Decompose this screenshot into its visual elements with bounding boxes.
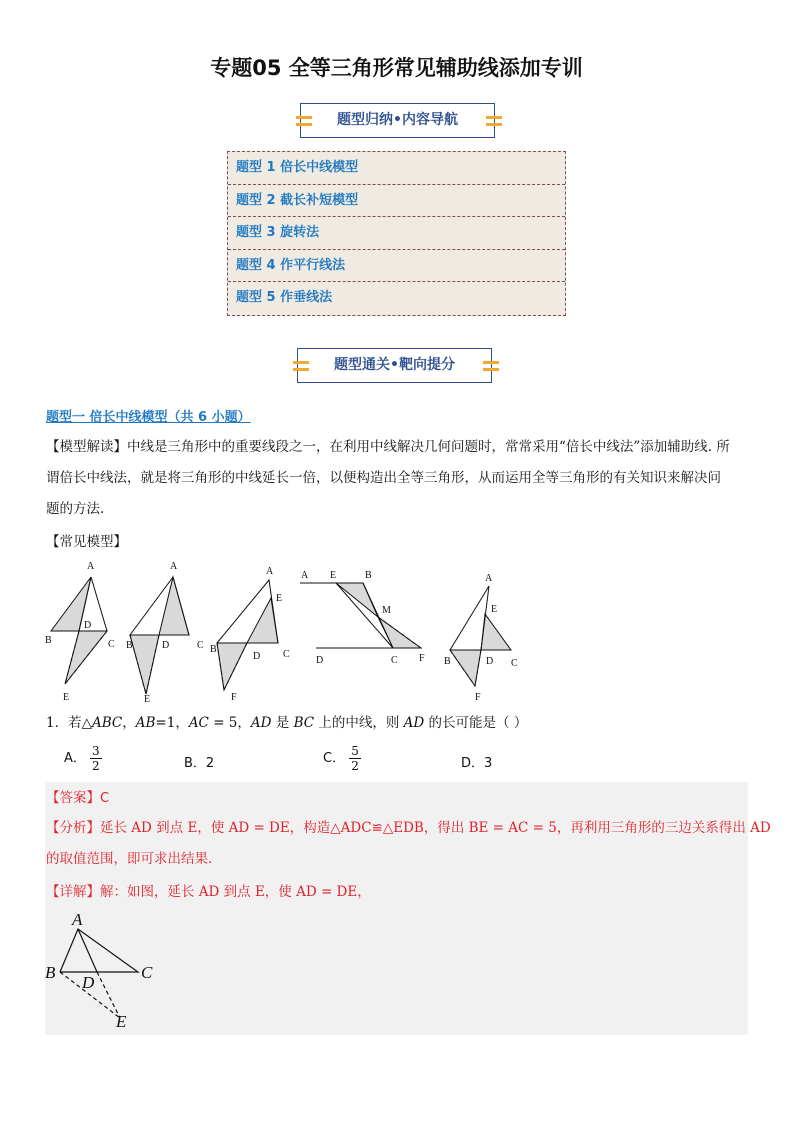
option-label: A．	[64, 751, 86, 766]
model-intro-line2: 谓倍长中线法，就是将三角形的中线延长一倍，以便构造出全等三角形，从而运用全等三角形的有关知识来解决问	[46, 470, 721, 486]
q-text: 是	[271, 715, 294, 731]
option-value: 3	[484, 756, 493, 771]
svg-text:B: B	[444, 656, 451, 667]
svg-text:F: F	[475, 692, 481, 703]
nav-item-4[interactable]: 题型 4 作平行线法	[228, 250, 565, 283]
q-text: ，	[122, 715, 136, 731]
svg-text:C: C	[511, 658, 518, 669]
nav-item-1[interactable]: 题型 1 倍长中线模型	[228, 152, 565, 185]
q-text: 上的中线，则	[314, 715, 404, 731]
svg-text:E: E	[330, 570, 337, 581]
svg-text:E: E	[63, 692, 70, 703]
q-text: 的长可能是（ ）	[424, 715, 528, 731]
option-label: C．	[323, 751, 346, 766]
detail-label: 【详解】	[46, 884, 100, 900]
nav-item-2[interactable]: 题型 2 截长补短模型	[228, 185, 565, 218]
svg-text:E: E	[116, 1012, 127, 1031]
banner-label: 题型归纳•内容导航	[337, 112, 458, 128]
q-math: = 5	[208, 715, 238, 731]
svg-text:D: D	[253, 651, 261, 662]
analysis-line2: 的取值范围，即可求出结果.	[46, 851, 213, 867]
svg-text:B: B	[365, 570, 372, 581]
q-math: ABC	[91, 715, 123, 731]
q-math: BC	[293, 715, 315, 731]
denominator: 2	[351, 759, 359, 773]
svg-text:D: D	[316, 655, 324, 666]
nav-item-3[interactable]: 题型 3 旋转法	[228, 217, 565, 250]
svg-text:A: A	[87, 561, 95, 572]
svg-text:E: E	[144, 694, 151, 705]
svg-text:C: C	[108, 639, 115, 650]
analysis-text: 延长 AD 到点 E，使 AD = DE，构造△ADC≌△EDB，得出 BE = AC = 5，再利用三角形的三边关系得出 AD	[100, 820, 771, 836]
page-title: 专题05 全等三角形常见辅助线添加专训	[210, 56, 583, 80]
svg-text:C: C	[197, 640, 204, 651]
question-number: 1．	[46, 715, 69, 731]
svg-text:B: B	[45, 635, 52, 646]
svg-text:D: D	[84, 620, 92, 631]
svg-text:B: B	[45, 963, 56, 982]
svg-text:E: E	[276, 593, 283, 604]
q-math: =1	[155, 715, 176, 731]
section-heading[interactable]: 题型一 倍长中线模型（共 6 小题）	[46, 410, 251, 425]
svg-text:A: A	[266, 566, 274, 577]
q-math: AD	[403, 715, 425, 731]
model-intro-label: 【模型解读】	[46, 439, 127, 455]
svg-text:F: F	[419, 653, 425, 664]
svg-text:A: A	[485, 573, 493, 584]
svg-text:E: E	[491, 604, 498, 615]
svg-text:C: C	[141, 963, 153, 982]
svg-text:B: B	[126, 640, 133, 651]
model-intro-text: 中线是三角形中的重要线段之一，在利用中线解决几何问题时，常常采用“倍长中线法”添加辅助线. 所	[127, 439, 730, 455]
svg-text:F: F	[231, 692, 237, 703]
model-intro-line3: 题的方法.	[46, 501, 105, 517]
q-math: AD	[250, 715, 272, 731]
answer-label: 【答案】	[46, 790, 100, 806]
svg-text:C: C	[391, 655, 398, 666]
banner-label: 题型通关•靶向提分	[334, 357, 455, 373]
svg-text:M: M	[382, 605, 391, 616]
denominator: 2	[92, 759, 100, 773]
q-text: ，	[237, 715, 251, 731]
svg-text:A: A	[301, 570, 309, 581]
q-math: AC	[188, 715, 209, 731]
svg-text:B: B	[210, 644, 217, 655]
q-text: 若△	[68, 715, 92, 731]
svg-text:C: C	[283, 649, 290, 660]
analysis-label: 【分析】	[46, 820, 100, 836]
svg-text:A: A	[170, 561, 178, 572]
numerator: 5	[351, 744, 359, 758]
answer-value: C	[100, 791, 110, 806]
svg-text:D: D	[162, 640, 170, 651]
common-models-label: 【常见模型】	[46, 534, 127, 550]
svg-text:A: A	[72, 910, 83, 929]
option-label: B．	[184, 756, 206, 771]
q-text: ，	[175, 715, 189, 731]
detail-text: 解：如图，延长 AD 到点 E，使 AD = DE，	[100, 884, 371, 900]
nav-item-5[interactable]: 题型 5 作垂线法	[236, 290, 333, 305]
svg-text:D: D	[486, 656, 494, 667]
option-value: 2	[205, 756, 215, 771]
numerator: 3	[92, 744, 100, 758]
q-math: AB	[135, 715, 156, 731]
svg-text:D: D	[82, 973, 95, 992]
option-label: D．	[461, 756, 485, 771]
